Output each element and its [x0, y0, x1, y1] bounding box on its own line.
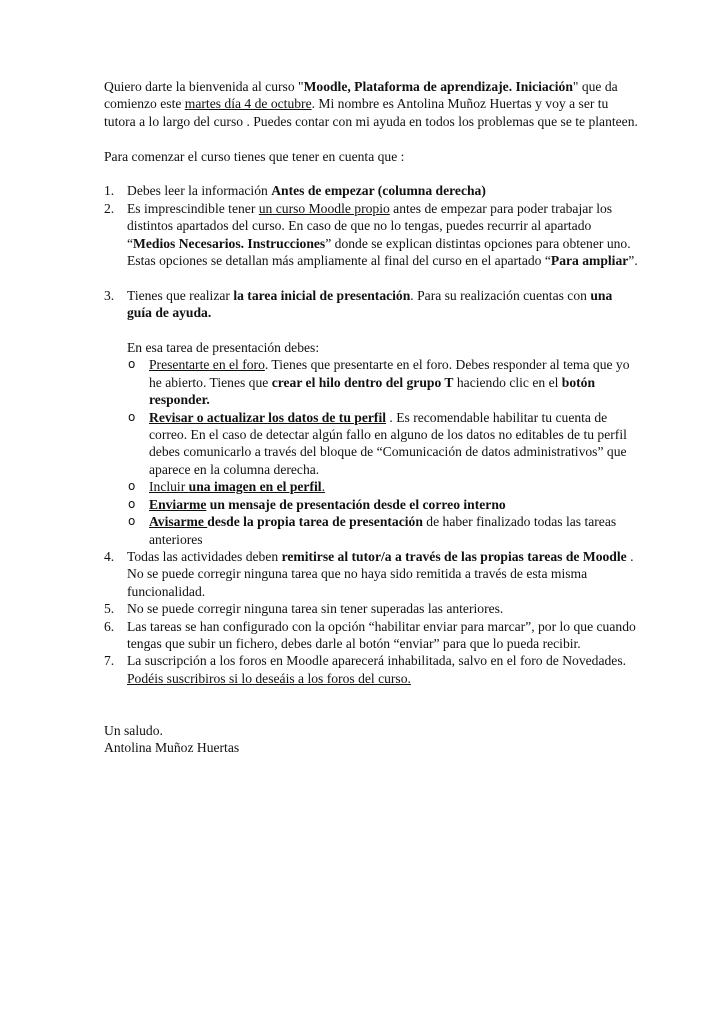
sublist-item: o Revisar o actualizar los datos de tu perfil . Es recomendable habilitar tu cuenta de correo. En el caso de detectar algún fallo en alguno de los datos no editables de tu perfil debes comunicarlo a través del bloque de “Comunicación de datos administrativos” que aparece en la columna derecha.: [128, 409, 627, 477]
moodle-course-link[interactable]: un curso Moodle propio: [258, 200, 390, 216]
start-date: martes día 4 de octubre: [184, 96, 312, 112]
sublist-item: o Avisarme desde la propia tarea de presentación de haber finalizado todas las tareas anteriores: [128, 514, 617, 547]
list-item: 7. La suscripción a los foros en Moodle aparecerá inhabilitada, salvo en el foro de Novedades. Podéis suscribiros si lo deseáis a los foros del curso.: [104, 653, 627, 686]
notify-link[interactable]: Avisarme: [149, 514, 208, 530]
intro-paragraph: Quiero darte la bienvenida al curso "Moodle, Plataforma de aprendizaje. Iniciación" que da comienzo este martes día 4 de octubre. Mi nombre es Antolina Muñoz Huertas y voy a ser tu tutora a lo largo del curso . Puedes contar con mi ayuda en todos los problemas que se te planteen.: [104, 79, 638, 129]
sublist-item: o Enviarme un mensaje de presentación desde el correo interno: [128, 496, 506, 512]
bullet-icon: o: [128, 479, 136, 494]
instructions-lead: Para comenzar el curso tienes que tener en cuenta que :: [104, 148, 405, 164]
list-item: 5. No se puede corregir ninguna tarea sin tener superadas las anteriores.: [104, 601, 504, 617]
bullet-icon: o: [128, 409, 136, 424]
list-item: 6. Las tareas se han configurado con la opción “habilitar enviar para marcar”, por lo que cuando tengas que subir un fichero, debes darle al botón “enviar” para que lo pueda recibir.: [104, 618, 636, 651]
profile-link[interactable]: Revisar o actualizar los datos de tu perfil: [149, 409, 386, 425]
list-item: 2. Es imprescindible tener un curso Moodle propio antes de empezar para poder trabajar los distintos apartados del curso. En caso de que no lo tengas, puedes recurrir al apartado “Medios Necesarios. Instrucciones” donde se explican distintas opciones para obtener uno. Estas opciones se detallan más ampliamente al final del curso en el apartado “Para ampliar”.: [104, 200, 638, 269]
list-item: 3. Tienes que realizar la tarea inicial de presentación. Para su realización cuentas con una guía de ayuda. En esa tarea de presentación debes: o Presentarte en el foro. Tienes que presentarte en el foro. Debes responder al tema que yo he abierto. Tienes que crear el hilo dentro del grupo T haciendo clic en el botón responder. o Revisar o actualizar los datos de tu perfil . Es recomendable habilitar tu cuenta de correo. En el caso de detectar algún fallo en alguno de los datos no editables de tu perfil debes comunicarlo a través del bloque de “Comunicación de datos administrativos” que aparece en la columna derecha. o Incluir una imagen en el perfil. o Enviarme un mensaje de presentación desde el correo interno o Avisarme desde la propia tarea de presentación de haber finalizado todas las tareas anteriores: [104, 287, 640, 548]
closing-greeting: Un saludo.: [104, 722, 163, 738]
task-sublist: [104, 356, 640, 547]
signature-name: Antolina Muñoz Huertas: [104, 740, 240, 756]
bullet-icon: o: [128, 357, 136, 372]
sublist-item: o Incluir una imagen en el perfil.: [128, 479, 325, 495]
bullet-icon: o: [128, 496, 136, 511]
bullet-icon: o: [128, 514, 136, 529]
profile-image-link[interactable]: una imagen en el perfil: [188, 479, 322, 495]
course-name: Moodle, Plataforma de aprendizaje. Iniciación: [303, 79, 573, 94]
instructions-list: [104, 182, 640, 687]
forum-subscribe-link[interactable]: Podéis suscribiros si lo deseáis a los foros del curso.: [127, 670, 411, 686]
list-item: 4. Todas las actividades deben remitirse al tutor/a a través de las propias tareas de Moodle . No se puede corregir ninguna tarea que no haya sido remitida a través de esta misma funcionalidad.: [104, 548, 634, 599]
forum-link[interactable]: Presentarte en el foro: [149, 357, 265, 373]
list-item: 1. Debes leer la información Antes de empezar (columna derecha): [104, 183, 486, 199]
message-link[interactable]: Enviarme: [149, 496, 207, 512]
task-lead: En esa tarea de presentación debes:: [127, 340, 320, 356]
sublist-item: o Presentarte en el foro. Tienes que presentarte en el foro. Debes responder al tema que yo he abierto. Tienes que crear el hilo dentro del grupo T haciendo clic en el botón responder.: [128, 357, 630, 408]
